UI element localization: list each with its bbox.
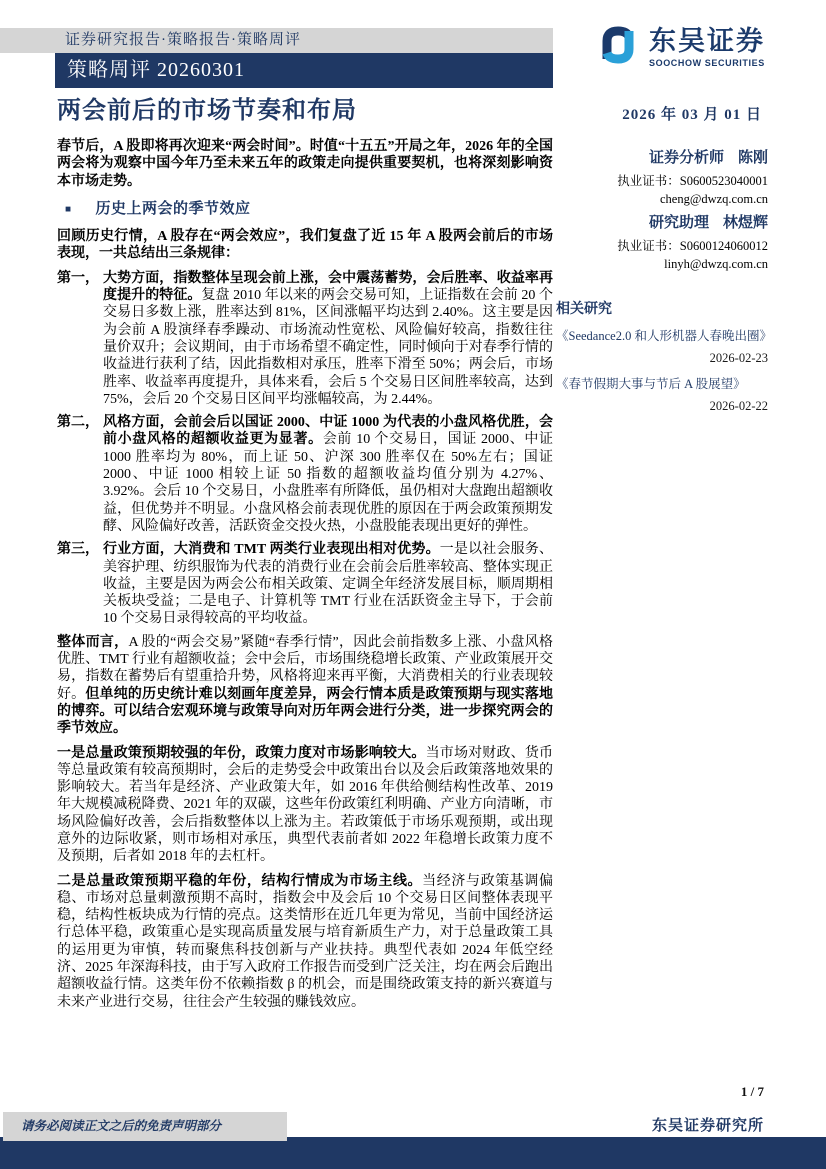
assistant-line bbox=[556, 211, 768, 232]
analyst-role: 证券分析师 bbox=[648, 150, 724, 166]
rule-item-content: 风格方面，会前会后以国证 2000、中证 1000 为代表的小盘风格优胜，会前小盘风格的超额收益更为显著。会前 10 个交易日，国证 2000、中证 1000 胜率均为 80%，而上证 50、沪深 300 胜率仅在 50%左右；国证 2000、中证 1000 相较上证 50 指数的超额收益均值分别为 4.27%、3.92%。会后 10 个交易日，小盘胜率有所降低，虽仍相对大盘跑出超额收益，但优势并不明显。小盘风格会前表现优胜的原因在于两会政策预期发酵、风险偏好改善，活跃资金交投火热，小盘股能表现出更好的弹性。 bbox=[103, 415, 553, 534]
related-research-block bbox=[556, 298, 772, 414]
report-meta-column bbox=[556, 103, 772, 422]
brand-name-cn: 东吴证券 bbox=[649, 25, 765, 56]
rule-item-label: 第三， bbox=[57, 542, 99, 558]
rule-item-content: 大势方面，指数整体呈现会前上涨，会中震荡蓄势，会后胜率、收益率再度提升的特征。复盘 2010 年以来的两会交易可知，上证指数在会前 20 个交易日多数上涨，胜率达到 81%，区间涨幅平均达到 2.40%。这主要是因为会前 A 股演绎春季躁动、市场流动性宽松、风险偏好较高，指数往往量价双升；会议期间，由于市场希望不确定性，同时倾向于对春季行情的收益进行获利了结，因此指数相对承压，胜率下滑至 50%；两会后，市场胜率、收益率再度提升，具体来看，会后 5 个交易日区间胜率较高，达到 75%，会后 20 个交易日区间平均涨幅较高，为 2.44%。 bbox=[103, 270, 554, 407]
assistant-name: 林煜辉 bbox=[722, 215, 768, 231]
summary-paragraph: 整体而言，A 股的“两会交易”紧随“春季行情”，因此会前指数多上涨、小盘风格优胜、TMT 行业有超额收益；会中会后，市场围绕稳增长政策、产业政策展开交易，指数在蓄势后有望重拾升势，风格将迎来再平衡，大消费相关的行业表现较好。但单纯的历史统计难以刻画年度差异，两会行情本质是政策预期与现实落地的博弈。可以结合宏观环境与政策导向对历年两会进行分类，进一步探究两会的季节效应。 bbox=[57, 634, 554, 737]
intro-paragraph: 春节后，A 股即将再次迎来“两会时间”。时值“十五五”开局之年，2026 年的全国两会将为观察中国今年乃至未来五年的政策走向提供重要契机，也将深刻影响资本市场走势。 bbox=[57, 139, 553, 189]
soochow-logo-icon bbox=[593, 22, 643, 73]
related-item-date: 2026-02-22 bbox=[709, 399, 768, 413]
rule-item-2 bbox=[57, 414, 553, 535]
page-number: 1 / 7 bbox=[740, 1084, 764, 1099]
related-item-date: 2026-02-23 bbox=[709, 351, 768, 365]
section-header-text: 历史上两会的季节效应 bbox=[95, 200, 251, 217]
related-item-link[interactable]: 《春节假期大事与节后 A 股展望》 bbox=[556, 377, 746, 391]
analyst-name: 陈刚 bbox=[737, 150, 768, 166]
section-bullet-icon: ■ bbox=[65, 203, 72, 215]
report-date: 2026 年 03 月 01 日 bbox=[622, 107, 762, 123]
rule-item-label: 第一， bbox=[57, 270, 99, 286]
rule-item-3 bbox=[57, 541, 553, 627]
rule-item-label: 第二， bbox=[57, 415, 99, 431]
analyst-line bbox=[556, 146, 768, 167]
assistant-role: 研究助理 bbox=[648, 215, 709, 231]
disclaimer-box bbox=[3, 1112, 287, 1141]
lead-paragraph: 回顾历史行情，A 股存在“两会效应”，我们复盘了近 15 年 A 股两会前后的市场表现，一共总结出三条规律： bbox=[57, 229, 553, 262]
section-header bbox=[65, 201, 553, 218]
footer-bar bbox=[0, 1137, 826, 1169]
report-body bbox=[57, 138, 553, 1018]
report-category-bar bbox=[0, 28, 553, 53]
rule-item-1 bbox=[57, 270, 553, 408]
report-category-text: 证券研究报告·策略报告·策略周评 bbox=[65, 32, 301, 48]
brand-name-en: SOOCHOW SECURITIES bbox=[649, 57, 765, 68]
point-paragraph-1: 一是总量政策预期较强的年份，政策力度对市场影响较大。当市场对财政、货币等总量政策有较高预期时，会后的走势受会中政策出台以及会后政策落地效果的影响较大。若当年是经济、产业政策大年，如 2016 年供给侧结构性改革、2019 年大规模减税降费、2021 年的双碳，这些年份政策红利明确、产业方向清晰，市场风险偏好改善，会后指数整体以上涨为主。若政策低于市场乐观预期，或出现意外的边际收紧，则市场相对承压，典型代表前者如 2022 年稳增长政策力度不及预期，后者如 2018 年的去杠杆。 bbox=[57, 745, 554, 865]
analyst-email-link[interactable]: cheng@dwzq.com.cn bbox=[659, 192, 768, 206]
rule-item-content: 行业方面，大消费和 TMT 两类行业表现出相对优势。一是以社会服务、美容护理、纺织服饰为代表的消费行业在会前会后胜率较高、整体实现正收益，主要是因为两会公布相关政策、定调全年经济发展目标，顺周期相关板块受益；二是电子、计算机等 TMT 行业在活跃资金主导下，于会前 10 个交易日录得较高的平均收益。 bbox=[103, 542, 554, 627]
report-title: 两会前后的市场节奏和布局 bbox=[57, 98, 357, 124]
institute-name: 东吴证券研究所 bbox=[651, 1118, 764, 1134]
disclaimer-text: 请务必阅读正文之后的免责声明部分 bbox=[21, 1119, 222, 1133]
analyst-block bbox=[556, 146, 768, 272]
report-banner-text: 策略周评 20260301 bbox=[67, 59, 245, 81]
analyst-cert: 执业证书：S0600523040001 bbox=[617, 174, 768, 188]
assistant-email-link[interactable]: linyh@dwzq.com.cn bbox=[664, 257, 768, 271]
point-paragraph-2: 二是总量政策预期平稳的年份，结构行情成为市场主线。当经济与政策基调偏稳、市场对总量刺激预期不高时，指数会中及会后 10 个交易日区间整体表现平稳，结构性板块成为行情的亮点。这类情形在近几年更为常见，当前中国经济运行总体平稳，政策重心是实现高质量发展与培育新质生产力，对于总量政策工具的运用更为审慎，转而聚焦科技创新与产业扶持。典型代表如 2024 年低空经济、2025 年深海科技，由于写入政府工作报告而受到广泛关注，均在两会后跑出超额收益行情。这类年份不依赖指数 β 的机会，而是围绕政策支持的新兴赛道与未来产业进行交易，往往会产生较强的赚钱效应。 bbox=[57, 873, 554, 1010]
assistant-cert: 执业证书：S0600124060012 bbox=[617, 239, 768, 253]
related-item-link[interactable]: 《Seedance2.0 和人形机器人春晚出圈》 bbox=[556, 329, 772, 343]
related-research-title: 相关研究 bbox=[556, 302, 612, 317]
brand-logo bbox=[593, 22, 765, 73]
report-banner bbox=[55, 53, 553, 88]
